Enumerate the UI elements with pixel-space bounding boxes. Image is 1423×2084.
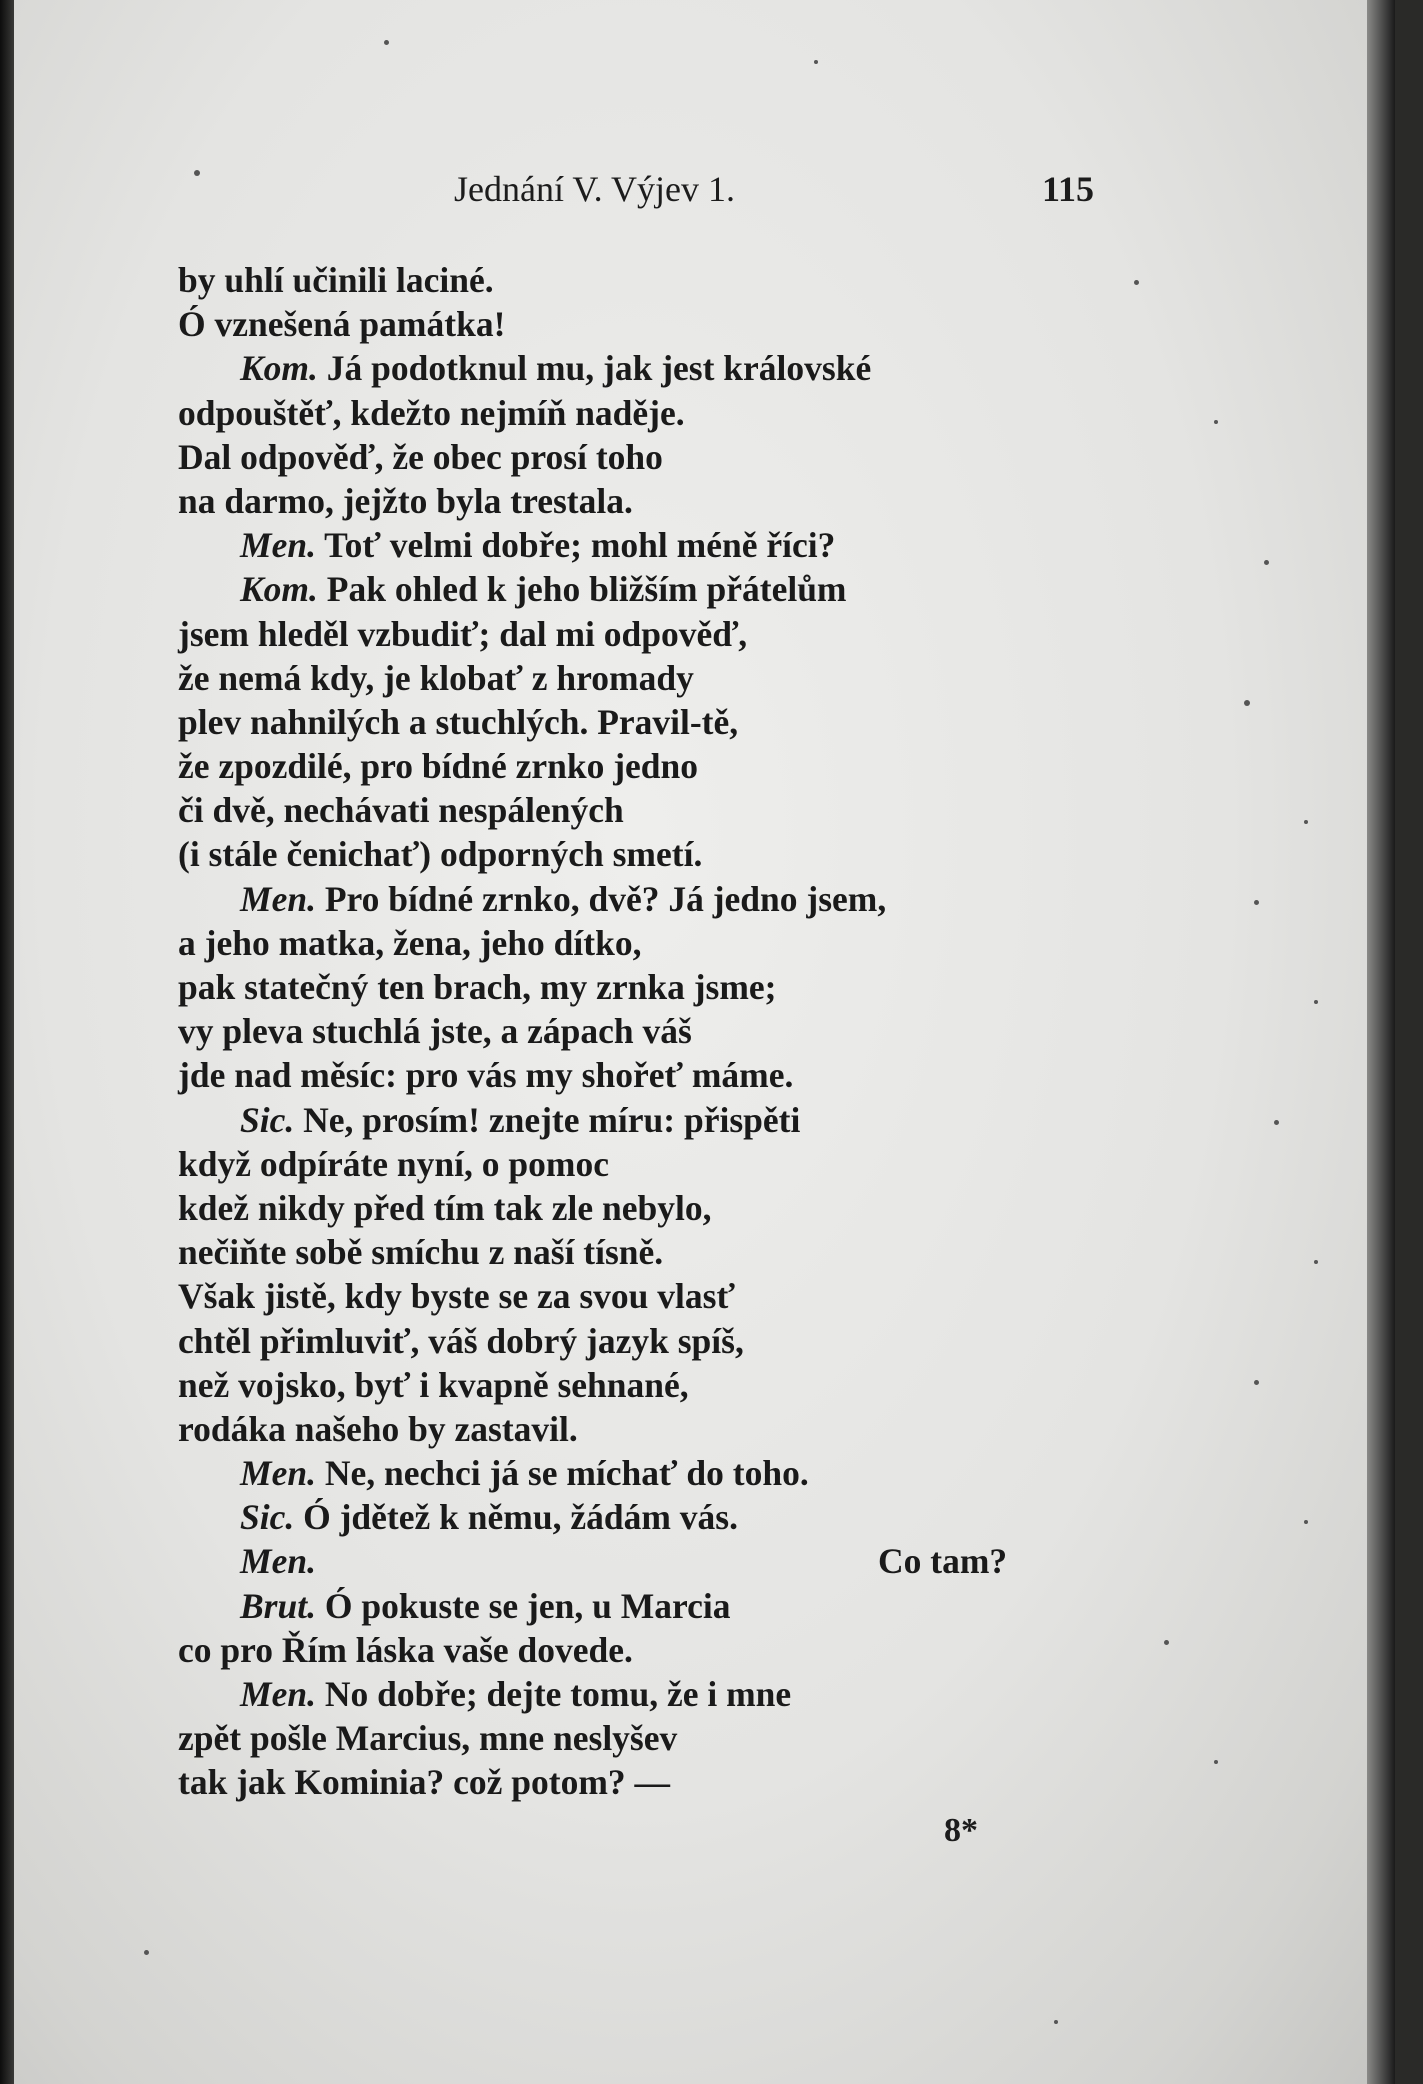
paper-speck <box>1264 560 1269 565</box>
line-text: tak jak Kominia? což potom? — <box>178 1762 671 1803</box>
line-text: Ó pokuste se jen, u Marcia <box>315 1585 731 1626</box>
text-line <box>178 1274 1178 1318</box>
book-spine-shadow <box>0 0 14 2084</box>
text-line <box>178 744 1178 788</box>
text-line <box>178 258 1178 302</box>
speaker-name: Sic. <box>240 1497 295 1538</box>
printer-signature: 8* <box>944 1812 978 1849</box>
paper-speck <box>1314 1260 1318 1264</box>
speaker-name: Kom. <box>240 569 318 610</box>
paper-speck <box>1254 900 1259 905</box>
line-text: Já podotknul mu, jak jest královské <box>317 348 872 389</box>
line-text: či dvě, nechávati nespálených <box>178 790 624 831</box>
text-line <box>178 1628 1178 1672</box>
text-line <box>178 1539 1178 1583</box>
text-line <box>178 700 1178 744</box>
page-edge-shadow <box>1367 0 1395 2084</box>
line-text: a jeho matka, žena, jeho dítko, <box>178 922 642 963</box>
line-text: Pak ohled k jeho bližším přátelům <box>317 569 847 610</box>
paper-speck <box>1054 2020 1058 2024</box>
book-page <box>14 0 1395 2084</box>
speaker-name: Men. <box>240 1541 316 1582</box>
paper-speck <box>1274 1120 1279 1125</box>
text-line <box>178 1451 1178 1495</box>
line-text: Ne, prosím! znejte míru: přispěti <box>294 1099 801 1140</box>
paper-speck <box>144 1950 149 1955</box>
line-text: Ó vznešená památka! <box>178 304 506 345</box>
paper-speck <box>814 60 818 64</box>
text-line <box>178 1716 1178 1760</box>
text-line <box>178 435 1178 479</box>
line-text: pak statečný ten brach, my zrnka jsme; <box>178 967 777 1007</box>
paper-speck <box>1134 280 1139 285</box>
line-text: Ne, nechci já se míchať do toho. <box>315 1453 809 1494</box>
text-line <box>178 1230 1178 1274</box>
line-text: Však jistě, kdy byste se za svou vlasť <box>178 1276 735 1317</box>
line-text: jde nad měsíc: pro vás my shořeť máme. <box>178 1055 794 1096</box>
text-line <box>178 1186 1178 1230</box>
text-line <box>178 1495 1178 1539</box>
line-text: co pro Řím láska vaše dovede. <box>178 1629 633 1670</box>
text-line <box>178 391 1178 435</box>
text-line <box>178 302 1178 346</box>
speaker-name: Sic. <box>240 1099 295 1140</box>
page-header <box>14 168 1395 218</box>
line-text: na darmo, jejžto byla trestala. <box>178 480 633 521</box>
text-line <box>178 1142 1178 1186</box>
speaker-name: Men. <box>240 1674 316 1714</box>
paper-speck <box>1244 700 1250 706</box>
line-text: plev nahnilých a stuchlých. Pravil-tě, <box>178 701 739 742</box>
paper-speck <box>194 170 200 176</box>
paper-speck <box>1304 820 1308 824</box>
line-text: vy pleva stuchlá jste, a zápach váš <box>178 1011 692 1052</box>
text-line <box>178 523 1178 567</box>
speaker-name: Men. <box>240 878 316 919</box>
text-line <box>178 479 1178 523</box>
line-text: kdež nikdy před tím tak zle nebylo, <box>178 1187 712 1228</box>
text-line <box>178 788 1178 832</box>
text-line <box>178 965 1178 1009</box>
line-text: že nemá kdy, je klobať z hromady <box>178 657 694 698</box>
line-text: (i stále čenichať) odporných smetí. <box>178 834 703 875</box>
text-line <box>178 1407 1178 1451</box>
line-text: jsem hleděl vzbudiť; dal mi odpověď, <box>178 613 748 654</box>
line-text: než vojsko, byť i kvapně sehnané, <box>178 1364 689 1405</box>
text-line <box>178 656 1178 700</box>
text-line <box>178 1584 1178 1628</box>
line-text: No dobře; dejte tomu, že i mne <box>315 1674 792 1714</box>
line-text: zpět pošle Marcius, mne neslyšev <box>178 1718 678 1759</box>
line-text: rodáka našeho by zastavil. <box>178 1408 578 1449</box>
speaker-name: Kom. <box>240 348 318 389</box>
paper-speck <box>1214 1760 1218 1764</box>
text-line <box>178 921 1178 965</box>
text-line <box>178 346 1178 390</box>
paper-speck <box>1214 420 1218 424</box>
text-line <box>178 1319 1178 1363</box>
verse-text <box>178 258 1178 1805</box>
paper-speck <box>384 40 389 45</box>
speaker-name: Men. <box>240 525 316 566</box>
line-text: Toť velmi dobře; mohl méně říci? <box>315 525 836 566</box>
line-text: Ó jdětež k němu, žádám vás. <box>294 1497 738 1538</box>
speaker-name: Men. <box>240 1453 316 1494</box>
line-text: Dal odpověď, že obec prosí toho <box>178 436 663 477</box>
paper-speck <box>1314 1000 1318 1004</box>
running-head: Jednání V. Výjev 1. <box>454 169 736 209</box>
page-number: 115 <box>1042 169 1095 209</box>
line-text: odpouštěť, kdežto nejmíň naděje. <box>178 392 685 433</box>
text-line <box>178 1098 1178 1142</box>
line-text: chtěl přimluviť, váš dobrý jazyk spíš, <box>178 1320 744 1361</box>
text-line <box>178 1053 1178 1097</box>
line-text: nečiňte sobě smíchu z naší tísně. <box>178 1232 664 1273</box>
line-text: Pro bídné zrnko, dvě? Já jedno jsem, <box>315 878 887 919</box>
text-line <box>178 612 1178 656</box>
text-line <box>178 877 1178 921</box>
line-text: když odpíráte nyní, o pomoc <box>178 1143 609 1184</box>
paper-speck <box>1164 1640 1169 1645</box>
line-text: by uhlí učinili laciné. <box>178 260 494 300</box>
paper-speck <box>1254 1380 1259 1385</box>
text-line <box>178 1672 1178 1716</box>
speaker-name: Brut. <box>240 1585 316 1626</box>
line-text-right: Co tam? <box>878 1541 1008 1582</box>
text-line <box>178 1363 1178 1407</box>
text-line <box>178 1009 1178 1053</box>
text-line <box>178 1760 1178 1804</box>
text-line <box>178 567 1178 611</box>
line-text: že zpozdilé, pro bídné zrnko jedno <box>178 746 699 787</box>
text-line <box>178 832 1178 876</box>
paper-speck <box>1304 1520 1308 1524</box>
